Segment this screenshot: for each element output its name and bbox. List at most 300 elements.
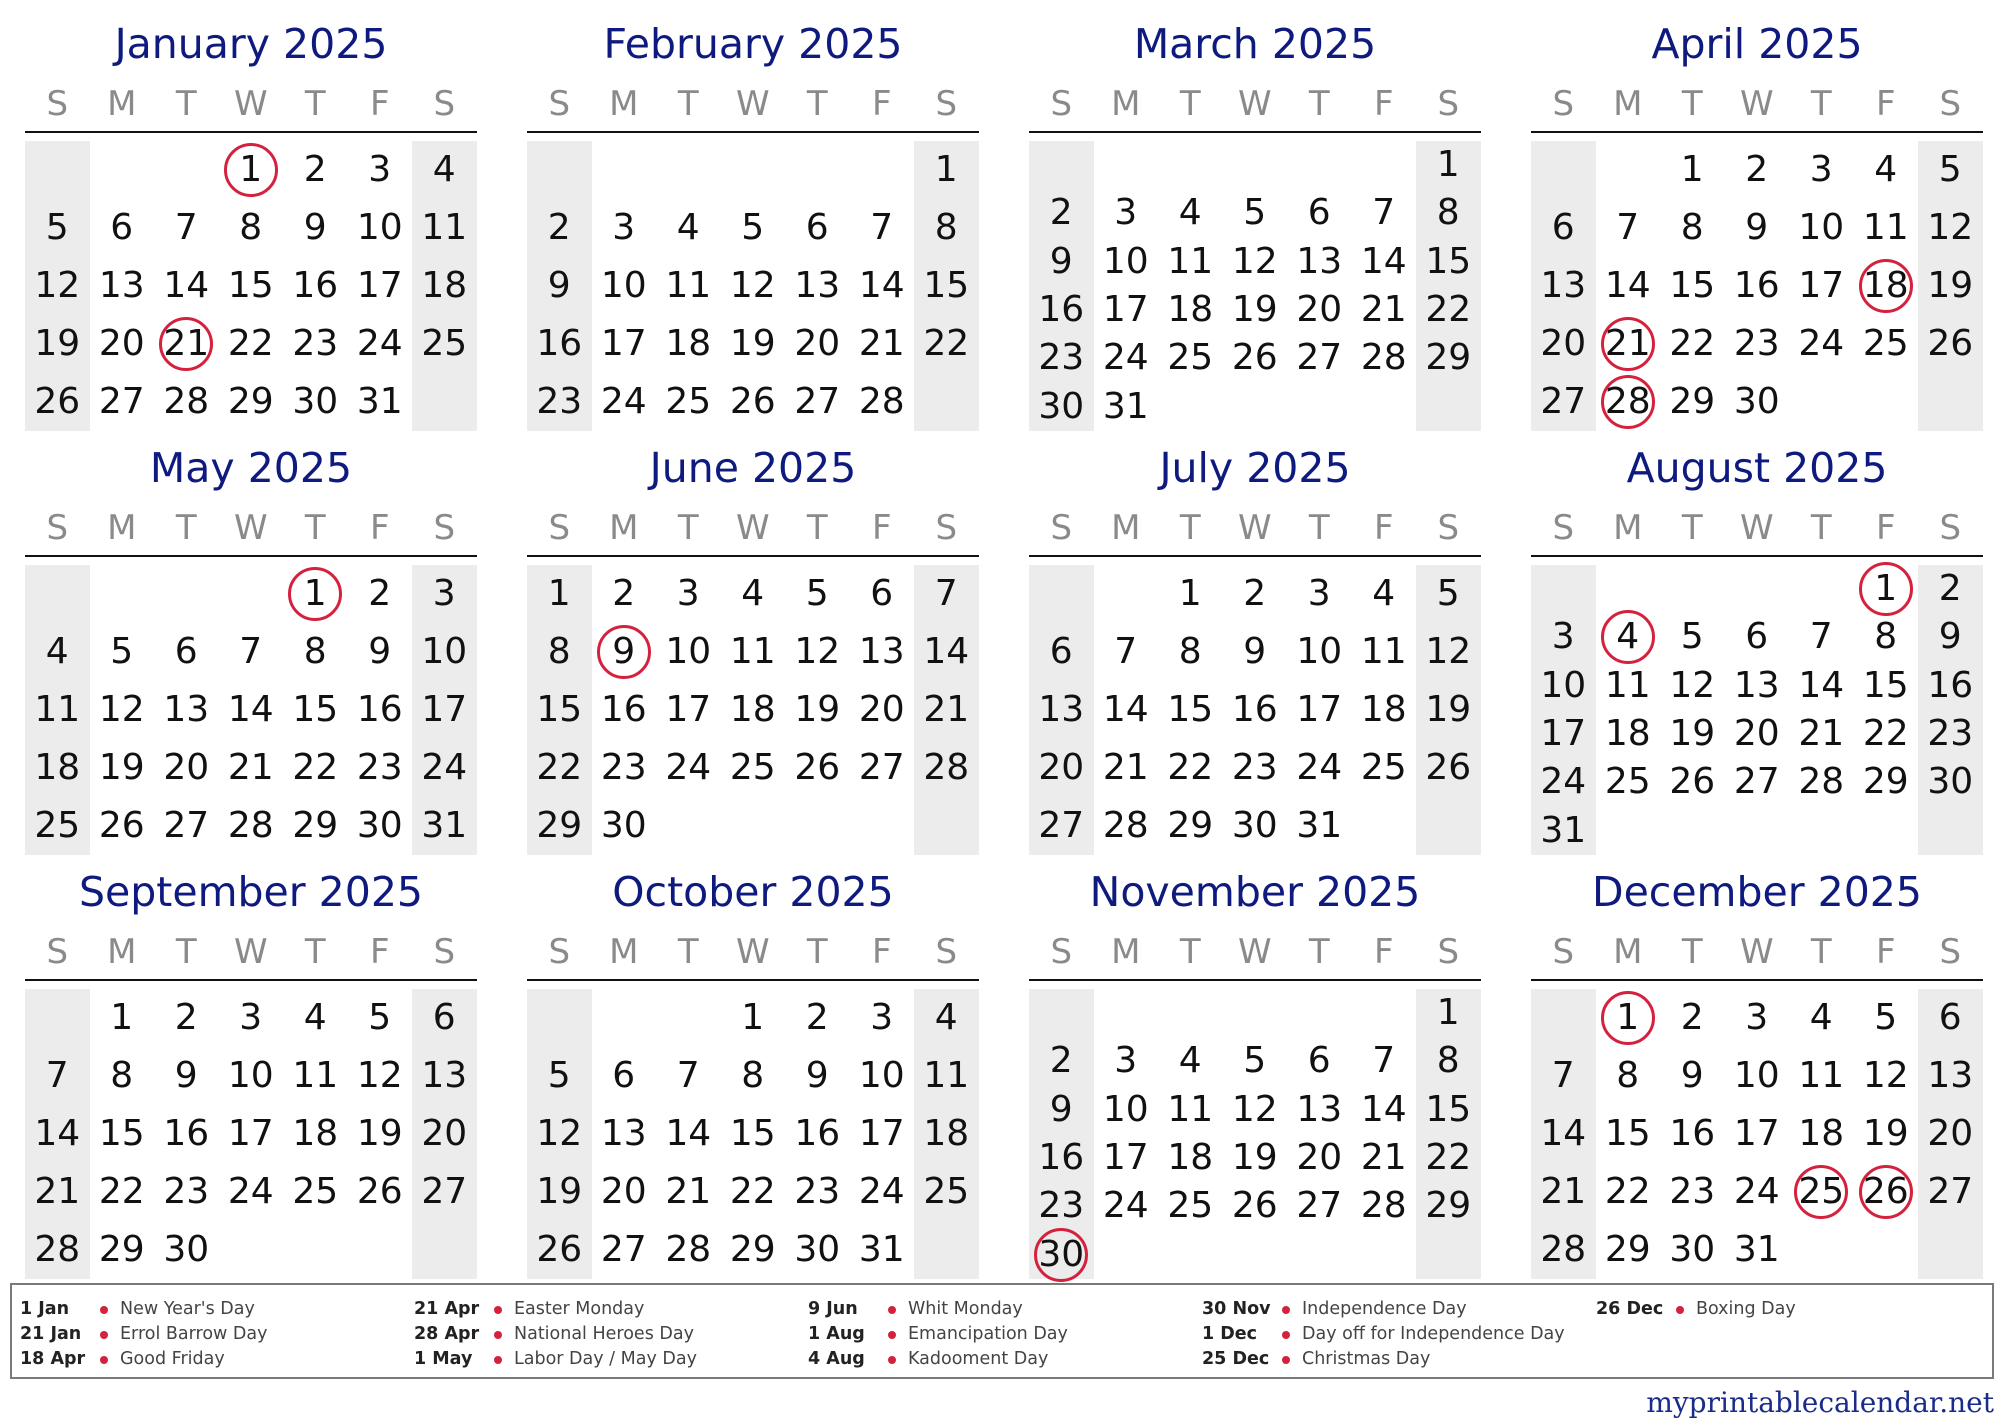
day-cell [1416, 141, 1481, 189]
day-cell [914, 315, 979, 373]
month-title: July 2025 [1159, 444, 1351, 492]
day-cell [850, 1221, 915, 1279]
day-cell [1158, 623, 1223, 681]
day-number: 8 [1436, 1040, 1460, 1082]
weekday-letter: M [1111, 508, 1141, 548]
day-cell [154, 1105, 219, 1163]
weekday-letter: S [548, 932, 571, 972]
day-number: 13 [600, 1113, 647, 1154]
day-number: 10 [1102, 240, 1149, 282]
weekday-letter: W [735, 508, 770, 548]
holiday-name: Easter Monday [514, 1299, 645, 1319]
day-number: 25 [421, 323, 468, 364]
day-grid [527, 989, 979, 1279]
weekday-letter: T [304, 932, 326, 972]
weekday-letter: F [1875, 508, 1896, 548]
day-cell [219, 681, 284, 739]
month-title: September 2025 [79, 868, 423, 916]
day-cell [283, 1105, 348, 1163]
day-number: 19 [356, 1113, 403, 1154]
day-number: 15 [1425, 240, 1472, 282]
day-cell [592, 681, 657, 739]
day-number: 5 [1874, 997, 1898, 1038]
day-number: 18 [1862, 265, 1909, 306]
weekday-letter: T [1810, 84, 1832, 124]
holiday-ring [1859, 1165, 1913, 1219]
day-cell [348, 315, 413, 373]
header-rule [527, 979, 979, 981]
day-number: 20 [600, 1171, 647, 1212]
day-number: 10 [858, 1055, 905, 1096]
day-number: 30 [1231, 805, 1278, 846]
day-number: 20 [421, 1113, 468, 1154]
day-number: 31 [1102, 385, 1149, 427]
weekday-letter: F [369, 932, 390, 972]
day-cell [1158, 1182, 1223, 1230]
day-cell [1158, 238, 1223, 286]
day-cell [1660, 1105, 1725, 1163]
weekday-letter: S [1050, 84, 1073, 124]
day-number: 17 [600, 323, 647, 364]
day-number: 31 [1540, 809, 1587, 851]
day-number: 28 [665, 1229, 712, 1270]
day-number: 24 [600, 381, 647, 422]
day-cell [721, 1047, 786, 1105]
day-cell [1158, 334, 1223, 382]
day-cell [1596, 373, 1661, 431]
holiday-bullet-icon [1282, 1356, 1290, 1364]
day-number: 16 [163, 1113, 210, 1154]
day-number: 16 [600, 689, 647, 730]
day-number: 14 [1360, 240, 1407, 282]
day-cell [1660, 199, 1725, 257]
month-title: January 2025 [114, 20, 388, 68]
weekday-letter: S [1552, 932, 1575, 972]
day-cell [283, 373, 348, 431]
day-grid [1029, 565, 1481, 855]
day-cell [1789, 199, 1854, 257]
day-number: 26 [1669, 761, 1716, 803]
day-cell [1352, 189, 1417, 237]
day-number: 31 [1296, 805, 1343, 846]
day-cell [154, 315, 219, 373]
header-rule [1531, 979, 1983, 981]
day-cell [1596, 758, 1661, 806]
day-number: 20 [1296, 289, 1343, 330]
day-cell [1725, 373, 1790, 431]
day-cell [1660, 257, 1725, 315]
day-cell [1854, 141, 1919, 199]
day-number: 10 [665, 631, 712, 672]
day-number: 18 [1604, 713, 1651, 754]
day-cell [721, 373, 786, 431]
weekday-letter: F [871, 508, 892, 548]
day-number: 25 [729, 747, 776, 788]
day-cell [1918, 1047, 1983, 1105]
day-cell [283, 797, 348, 855]
holiday-name: Emancipation Day [908, 1324, 1068, 1344]
day-number: 10 [1733, 1055, 1780, 1096]
day-cell [219, 373, 284, 431]
day-number: 6 [1307, 1040, 1331, 1082]
day-number: 5 [1680, 616, 1704, 658]
holiday-name: Whit Monday [908, 1299, 1023, 1319]
day-cell [1918, 710, 1983, 758]
holiday-legend [10, 1283, 1994, 1379]
holiday-date: 9 Jun [808, 1299, 858, 1319]
day-cell [1918, 613, 1983, 661]
day-cell [90, 315, 155, 373]
day-cell [656, 1047, 721, 1105]
day-cell [412, 989, 477, 1047]
day-cell [219, 199, 284, 257]
day-cell [1416, 681, 1481, 739]
legend-row [414, 1297, 804, 1322]
day-cell [1660, 141, 1725, 199]
day-number: 23 [1927, 713, 1974, 754]
weekday-header [1029, 82, 1481, 126]
day-cell [1352, 334, 1417, 382]
day-cell [785, 1105, 850, 1163]
day-number: 20 [1733, 713, 1780, 754]
day-number: 17 [1540, 713, 1587, 754]
weekday-letter: S [548, 84, 571, 124]
day-cell [527, 565, 592, 623]
day-number: 8 [1616, 1055, 1640, 1096]
day-number: 11 [1360, 631, 1407, 672]
day-number: 13 [163, 689, 210, 730]
day-cell [1660, 662, 1725, 710]
weekday-letter: S [935, 932, 958, 972]
day-number: 2 [805, 997, 829, 1038]
weekday-letter: S [433, 508, 456, 548]
holiday-bullet-icon [888, 1331, 896, 1339]
day-number: 19 [1231, 289, 1278, 330]
day-cell [1287, 565, 1352, 623]
day-cell [1531, 1221, 1596, 1279]
weekday-letter: T [1308, 84, 1330, 124]
day-cell [1029, 286, 1094, 334]
day-number: 6 [612, 1055, 636, 1096]
day-cell [527, 1221, 592, 1279]
weekday-letter: T [304, 84, 326, 124]
day-cell [1094, 1037, 1159, 1085]
day-cell [1287, 1182, 1352, 1230]
day-number: 5 [1243, 1040, 1267, 1082]
legend-row [808, 1347, 1198, 1372]
day-cell [25, 1105, 90, 1163]
weekday-header [1531, 82, 1983, 126]
day-cell [1029, 797, 1094, 855]
month-title: February 2025 [603, 20, 903, 68]
day-number: 15 [1669, 265, 1716, 306]
day-cell [1416, 238, 1481, 286]
day-number: 26 [1425, 747, 1472, 788]
weekday-letter: S [46, 932, 69, 972]
month-title: April 2025 [1651, 20, 1863, 68]
day-grid [527, 565, 979, 855]
day-cell [348, 1047, 413, 1105]
day-cell [1029, 623, 1094, 681]
day-cell [1725, 662, 1790, 710]
day-cell [154, 739, 219, 797]
day-cell [1029, 1231, 1094, 1279]
weekday-letter: S [433, 84, 456, 124]
day-cell [1416, 565, 1481, 623]
day-number: 22 [1669, 323, 1716, 364]
day-cell [1029, 334, 1094, 382]
day-cell [850, 1047, 915, 1105]
day-cell [1789, 989, 1854, 1047]
day-number: 14 [1360, 1088, 1407, 1130]
holiday-ring [1859, 562, 1913, 616]
weekday-letter: S [1939, 84, 1962, 124]
day-number: 3 [870, 997, 894, 1038]
day-cell [1416, 623, 1481, 681]
month-block [1029, 864, 1481, 1275]
weekday-letter: S [935, 84, 958, 124]
day-cell [1094, 1134, 1159, 1182]
day-number: 28 [1540, 1229, 1587, 1270]
month-block [527, 16, 979, 422]
weekday-letter: W [233, 508, 268, 548]
day-cell [1854, 989, 1919, 1047]
day-cell [721, 1163, 786, 1221]
day-number: 2 [612, 573, 636, 614]
day-cell [1660, 758, 1725, 806]
day-number: 3 [1114, 1040, 1138, 1082]
day-number: 11 [34, 689, 81, 730]
weekday-letter: W [1237, 932, 1272, 972]
day-number: 7 [1809, 616, 1833, 658]
day-cell [1352, 739, 1417, 797]
day-number: 2 [547, 207, 571, 248]
day-cell [283, 681, 348, 739]
day-cell [527, 797, 592, 855]
day-cell [25, 623, 90, 681]
day-number: 9 [1243, 631, 1267, 672]
weekday-letter: S [1437, 932, 1460, 972]
day-number: 9 [1049, 1088, 1073, 1130]
day-cell [90, 257, 155, 315]
day-cell [1725, 1163, 1790, 1221]
day-number: 17 [858, 1113, 905, 1154]
weekday-letter: F [1875, 932, 1896, 972]
day-number: 15 [227, 265, 274, 306]
day-number: 12 [1231, 1088, 1278, 1130]
day-cell [592, 1047, 657, 1105]
day-cell [527, 739, 592, 797]
day-cell [412, 315, 477, 373]
day-number: 26 [794, 747, 841, 788]
day-number: 8 [239, 207, 263, 248]
day-number: 27 [858, 747, 905, 788]
day-cell [412, 141, 477, 199]
day-number: 10 [227, 1055, 274, 1096]
day-number: 9 [1938, 616, 1962, 658]
day-cell [1029, 1086, 1094, 1134]
day-number: 15 [98, 1113, 145, 1154]
day-number: 22 [1425, 1137, 1472, 1178]
day-cell [1531, 662, 1596, 710]
day-number: 9 [805, 1055, 829, 1096]
day-number: 7 [1616, 207, 1640, 248]
day-cell [1725, 257, 1790, 315]
day-number: 18 [1798, 1113, 1845, 1154]
day-number: 14 [1102, 689, 1149, 730]
day-number: 2 [174, 997, 198, 1038]
day-cell [90, 681, 155, 739]
day-number: 9 [547, 265, 571, 306]
day-cell [785, 373, 850, 431]
day-cell [1660, 613, 1725, 661]
day-number: 7 [870, 207, 894, 248]
weekday-letter: T [806, 932, 828, 972]
day-number: 22 [536, 747, 583, 788]
legend-row [808, 1297, 1198, 1322]
day-cell [90, 1105, 155, 1163]
day-cell [1223, 565, 1288, 623]
day-number: 22 [1862, 713, 1909, 754]
day-number: 31 [421, 805, 468, 846]
day-number: 30 [356, 805, 403, 846]
day-number: 27 [1296, 337, 1343, 379]
day-number: 2 [303, 149, 327, 190]
day-cell [1725, 758, 1790, 806]
day-cell [1531, 315, 1596, 373]
month-block [1029, 440, 1481, 846]
day-cell [1725, 141, 1790, 199]
day-number: 28 [923, 747, 970, 788]
legend-row [1202, 1297, 1592, 1322]
weekday-letter: S [46, 84, 69, 124]
day-number: 21 [1360, 289, 1407, 330]
day-cell [154, 199, 219, 257]
holiday-ring [159, 317, 213, 371]
day-number: 5 [368, 997, 392, 1038]
header-rule [1029, 131, 1481, 133]
day-number: 27 [421, 1171, 468, 1212]
day-number: 6 [1049, 631, 1073, 672]
weekday-letter: T [1810, 508, 1832, 548]
month-block [25, 864, 477, 1270]
day-cell [1029, 1037, 1094, 1085]
day-number: 8 [1436, 192, 1460, 234]
day-cell [527, 315, 592, 373]
day-number: 16 [292, 265, 339, 306]
day-cell [1854, 199, 1919, 257]
weekday-letter: S [1939, 932, 1962, 972]
day-number: 16 [1231, 689, 1278, 730]
weekday-letter: T [677, 508, 699, 548]
weekday-letter: T [304, 508, 326, 548]
day-cell [1596, 257, 1661, 315]
day-number: 31 [1733, 1229, 1780, 1270]
month-block [25, 440, 477, 846]
day-number: 25 [1604, 761, 1651, 803]
day-number: 5 [110, 631, 134, 672]
day-number: 18 [1360, 689, 1407, 730]
month-title: November 2025 [1089, 868, 1421, 916]
day-cell [1223, 681, 1288, 739]
day-cell [1094, 1086, 1159, 1134]
day-cell [1029, 1182, 1094, 1230]
day-cell [785, 565, 850, 623]
month-block [527, 440, 979, 846]
day-cell [592, 257, 657, 315]
day-number: 18 [34, 747, 81, 788]
day-number: 8 [934, 207, 958, 248]
day-number: 24 [858, 1171, 905, 1212]
day-number: 25 [292, 1171, 339, 1212]
day-cell [914, 1163, 979, 1221]
day-cell [412, 565, 477, 623]
day-cell [348, 623, 413, 681]
day-cell [1287, 1086, 1352, 1134]
day-number: 11 [923, 1055, 970, 1096]
day-cell [25, 199, 90, 257]
weekday-letter: S [1939, 508, 1962, 548]
day-number: 5 [547, 1055, 571, 1096]
day-number: 3 [432, 573, 456, 614]
day-grid [1531, 141, 1983, 431]
day-number: 24 [227, 1171, 274, 1212]
holiday-name: Boxing Day [1696, 1299, 1796, 1319]
day-number: 1 [239, 149, 263, 190]
day-cell [1918, 199, 1983, 257]
day-cell [283, 315, 348, 373]
day-cell [527, 373, 592, 431]
day-number: 28 [163, 381, 210, 422]
weekday-letter: W [1739, 84, 1774, 124]
day-number: 13 [1927, 1055, 1974, 1096]
day-cell [25, 797, 90, 855]
site-url[interactable]: myprintablecalendar.net [1646, 1386, 1994, 1419]
day-cell [1029, 681, 1094, 739]
day-cell [1531, 1105, 1596, 1163]
day-cell [90, 739, 155, 797]
weekday-header [1531, 506, 1983, 550]
day-cell [1287, 681, 1352, 739]
day-cell [1223, 1182, 1288, 1230]
day-cell [348, 141, 413, 199]
day-number: 16 [1038, 289, 1085, 330]
day-cell [1854, 710, 1919, 758]
day-cell [283, 199, 348, 257]
day-number: 30 [292, 381, 339, 422]
holiday-bullet-icon [494, 1306, 502, 1314]
day-number: 15 [536, 689, 583, 730]
day-cell [1660, 989, 1725, 1047]
day-number: 13 [1296, 1088, 1343, 1130]
day-cell [850, 257, 915, 315]
legend-row [1596, 1297, 1986, 1322]
day-number: 2 [1938, 568, 1962, 609]
day-number: 7 [239, 631, 263, 672]
day-number: 24 [1102, 1185, 1149, 1227]
holiday-name: National Heroes Day [514, 1324, 694, 1344]
day-number: 28 [1604, 381, 1651, 422]
day-number: 8 [1874, 616, 1898, 658]
day-number: 9 [1049, 240, 1073, 282]
day-number: 18 [665, 323, 712, 364]
legend-column [1202, 1297, 1592, 1372]
day-number: 23 [356, 747, 403, 788]
day-cell [1158, 286, 1223, 334]
day-number: 22 [729, 1171, 776, 1212]
holiday-date: 30 Nov [1202, 1299, 1271, 1319]
day-cell [1918, 662, 1983, 710]
